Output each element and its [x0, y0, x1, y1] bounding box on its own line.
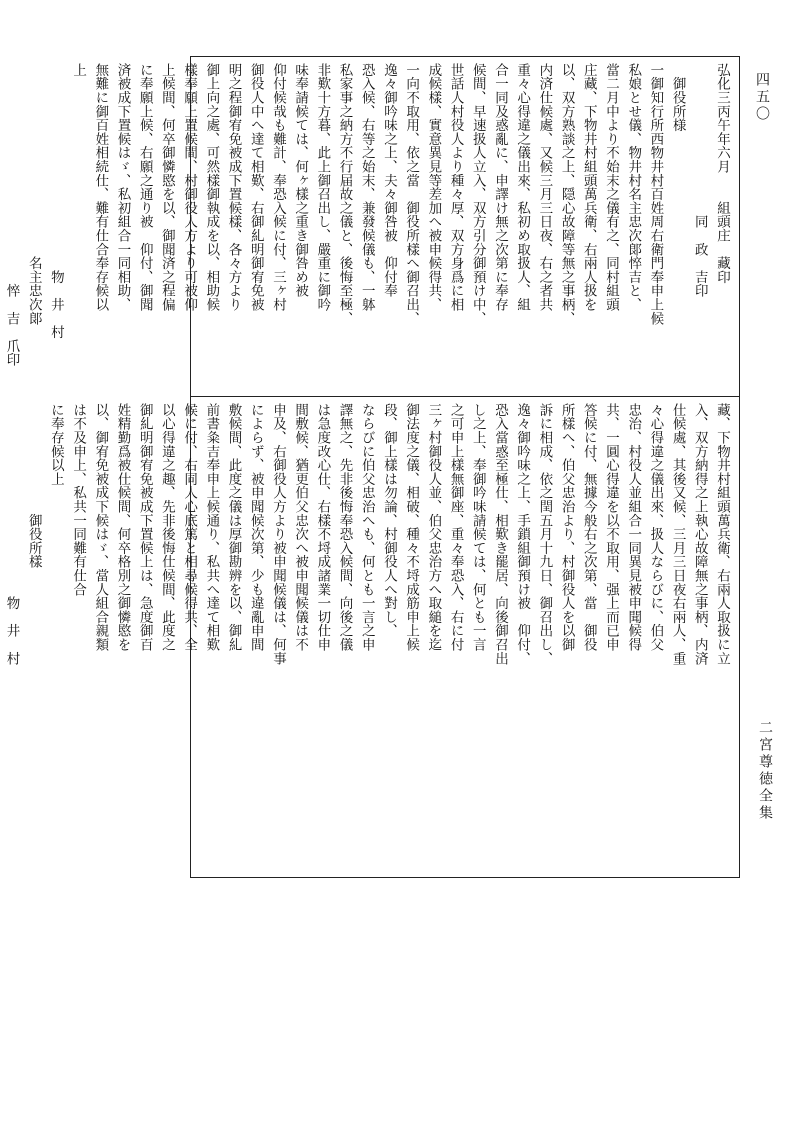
- top-vertical-text: 弘化三丙午年六月 組頭庄 藏印 同 政 吉印 御役所様 一御知行所西物井村百姓周右衛門奉申上候 私娘とせ儀、物井村名主忠次郞悴吉と、 當二月中より不始末之儀有之、同村組頭 庄藏、下物井村組頭萬兵衛、右兩人扱を 以、双方熟談之上、隠心故障等無之事柄、 内済仕候處、又候三月三日夜、右之者共 重々心得違之儀出來、私初め取扱人、組 合一同及惑亂に、申譯け無之次第に奉存 候間、早速扱人立入、双方引分御預け中、 世話人村役人より種々厚、双方身爲に相 成候樣、實意異見等差加へ被申候得共、 一向不取用、依之當 御役所樣へ御召出、 逸々御吟味之上、夫々御咎被 仰付奉 恐入候、右等之始末、兼發候儀も、一躰 私家事之納方不行届故之儀と、後悔至極、 非歎十方暮、此上御召出し、嚴重に御吟 味奉請候ては、何ヶ樣之重き御咎め被 仰付候哉も難計、奉恐入候に付、三ヶ村 御役人中へ達て相歎、右御糺明御宥免被 明之程御宥免被成下置候樣、各々方より 御上向之處、可然樣御執成を以、相助候 樣奉願上置候間、村御役人方より可被仰 上候間、何卒御憐愍を以、御聞済之程偏 に奉願上候、右願之通り被 仰付、御聞 済被成下置候はゞ、私初組合一同相助、 無難に御百姓相続仕、難有仕合奉存候以 上 物 井 村 名主忠次郞 悴 吉 爪印: [3, 63, 730, 367]
- bottom-vertical-text: 藏、下物井村組頭萬兵衛、右兩人取扱に立 入、双方納得之上執心故障無之事柄、内済 仕候處、其後又候、三月三日夜右兩人、重 々心得違之儀出來、扱人ならびに、伯父 忠治、村役人並組合一同異見被申聞候得 共、一圓心得違を以不取用、强上而已申 答候に付、無據今般右之次第、當 御役 所樣へ、伯父忠治より、村御役人を以御 訴に相成、依之閏五月十九日、御召出し、 逸々御吟味之上、手鎖組御預け被 仰付、 恐入當惑至極仕、相歎き罷居、向後御召出 し之上、奉御吟味請候ては、何とも一言 之可申上樣無御座、重々奉恐入、右に付 三ヶ村御役人並、伯父忠治方へ取縋を迄 御法度之儀、相破、種々不埒成筋申上候 段、御上樣は勿論、村御役人へ對し、 ならびに伯父忠治へも、何とも一言之申 譯無之、先非後悔奉恐入候間、向後之儀 は急度改心仕、右樣不埒成諸業一切仕申 間敷候、猶更伯父忠次へ被申聞候儀は不 申及、右御役人方より被申聞候儀は、何事 によらず、被申聞候次第、少も違亂申間 敷候間、此度之儀は厚御勘辨を以、御糺 前書粂吉奉申上候通り、私共へ達て相歎 候に付、右同人心底篤と相尋候得共、全 以心得違之趣、先非後悔仕候間、此度之 御糺明御宥免被成下置候上は、急度御百 姓精勤爲被仕候間、何卒格別之御憐愍を 以、御宥免被成下候はゞ、當人組合親類 は不及申上、私共一同難有仕合 に奉存候以上 御役所樣 物 井 村: [3, 403, 730, 666]
- running-header: 二宮尊徳全集: [757, 720, 773, 822]
- top-text-section: [3, 63, 733, 390]
- bottom-text-section: [3, 403, 733, 871]
- text-frame: [3, 56, 740, 878]
- page-number: 四五〇: [754, 72, 770, 123]
- section-divider: [191, 396, 739, 397]
